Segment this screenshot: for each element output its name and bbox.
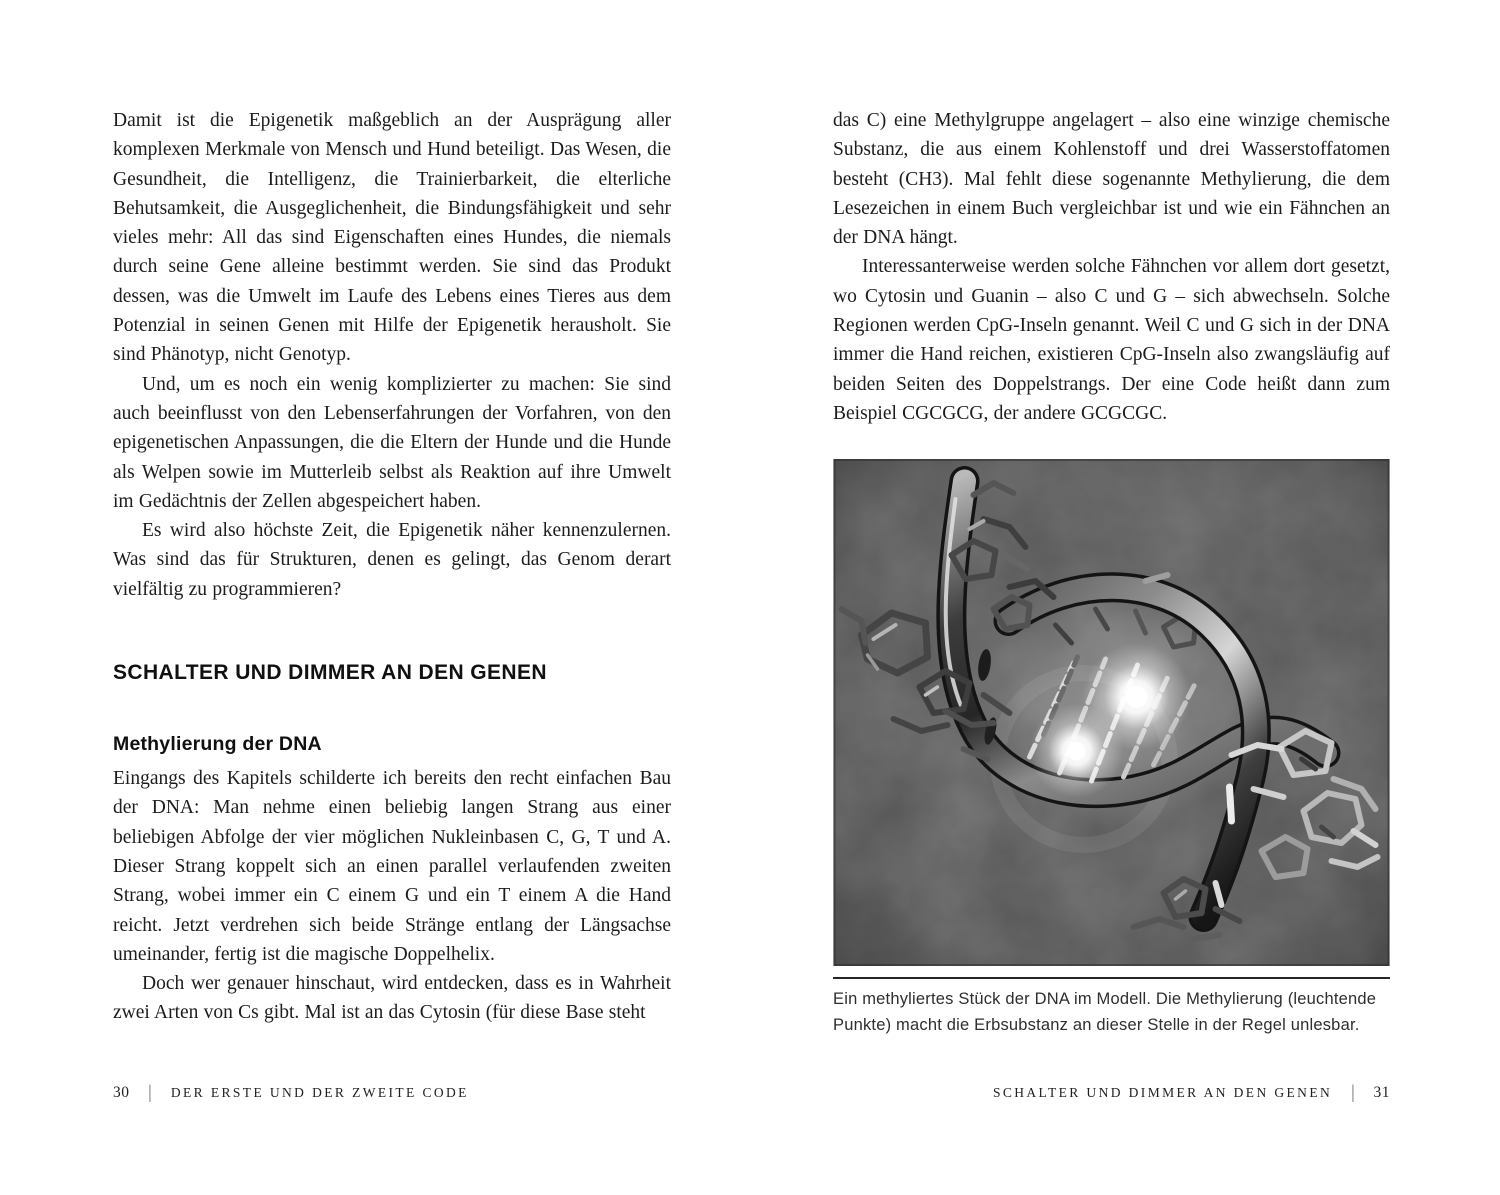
footer-left [113, 1081, 469, 1103]
paragraph: Damit ist die Epigenetik maßgeblich an der Ausprägung aller komplexen Merkmale von Mensch und Hund beteiligt. Das Wesen, die Gesundheit, die Intelligenz, die Trainierbarkeit, die elterliche Behutsamkeit, die Ausgeglichenheit, die Bindungsfähigkeit und sehr vieles mehr: All das sind Eigenschaften eines Hundes, die niemals durch seine Gene alleine bestimmt werden. Sie sind das Produkt dessen, was die Umwelt im Laufe des Lebens eines Tieres aus dem Potenzial in seinen Genen mit Hilfe der Epigenetik herausholt. Sie sind Phänotyp, nicht Genotyp. [113, 110, 671, 366]
page-number: 31 [1373, 1084, 1390, 1101]
dna-helix-illustration [833, 459, 1390, 966]
subsection-heading: Methylierung der DNA [113, 733, 322, 756]
footer-right [993, 1081, 1390, 1103]
page-number: 30 [113, 1084, 130, 1101]
section-heading: SCHALTER UND DIMMER AN DEN GENEN [113, 661, 547, 685]
running-title: SCHALTER UND DIMMER AN DEN GENEN [992, 1085, 1333, 1100]
figure-caption: Ein methyliertes Stück der DNA im Modell. Die Methylierung (leuchtende Punkte) macht die Erbsubstanz an dieser Stelle in der Regel unlesbar. [833, 977, 1390, 1038]
page-right [833, 106, 1390, 1038]
dna-figure [833, 459, 1390, 1038]
page-left [113, 106, 671, 1028]
paragraph: Und, um es noch ein wenig komplizierter zu machen: Sie sind auch beeinflusst von den Lebenserfahrungen der Vorfahren, von den epigenetischen Anpassungen, die die Eltern der Hunde und die Hunde als Welpen sowie im Mutterleib selbst als Reaktion auf ihre Umwelt im Gedächtnis der Zellen abgespeichert haben. [113, 373, 671, 512]
paragraph: Eingangs des Kapitels schilderte ich bereits den recht einfachen Bau der DNA: Man nehme einen beliebig langen Strang aus einer beliebigen Abfolge der vier möglichen Nukleinbasen C, G, T und A. Dieser Strang koppelt sich an einen parallel verlaufenden zweiten Strang, wobei immer ein C einem G und ein T einem A die Hand reicht. Jetzt verdrehen sich beide Stränge entlang der Längsachse umeinander, fertig ist die magische Doppelhelix. [113, 768, 671, 965]
running-title: DER ERSTE UND DER ZWEITE CODE [170, 1085, 469, 1100]
paragraph: Interessanterweise werden solche Fähnchen vor allem dort gesetzt, wo Cytosin und Guanin – also C und G – sich abwechseln. Solche Regionen werden CpG-Inseln genannt. Weil C und G sich in der DNA immer die Hand reichen, existieren CpG-Inseln also zwangsläufig auf beiden Seiten des Doppelstrangs. Der eine Code heißt dann zum Beispiel CGCGCG, der andere GCGCGC. [833, 256, 1390, 424]
footer-divider: | [148, 1082, 152, 1103]
paragraph: Doch wer genauer hinschaut, wird entdecken, dass es in Wahrheit zwei Arten von Cs gibt. Mal ist an das Cytosin (für diese Base steht [113, 973, 671, 1024]
paragraph: Es wird also höchste Zeit, die Epigenetik näher kennenzulernen. Was sind das für Strukturen, denen es gelingt, das Genom derart vielfältig zu programmieren? [113, 520, 671, 600]
paragraph: das C) eine Methylgruppe angelagert – also eine winzige chemische Substanz, die aus einem Kohlenstoff und drei Wasserstoffatomen besteht (CH3). Mal fehlt diese sogenannte Methylierung, die dem Lesezeichen in einem Buch vergleichbar ist und wie ein Fähnchen an der DNA hängt. [833, 110, 1390, 249]
footer-divider: | [1351, 1082, 1355, 1103]
